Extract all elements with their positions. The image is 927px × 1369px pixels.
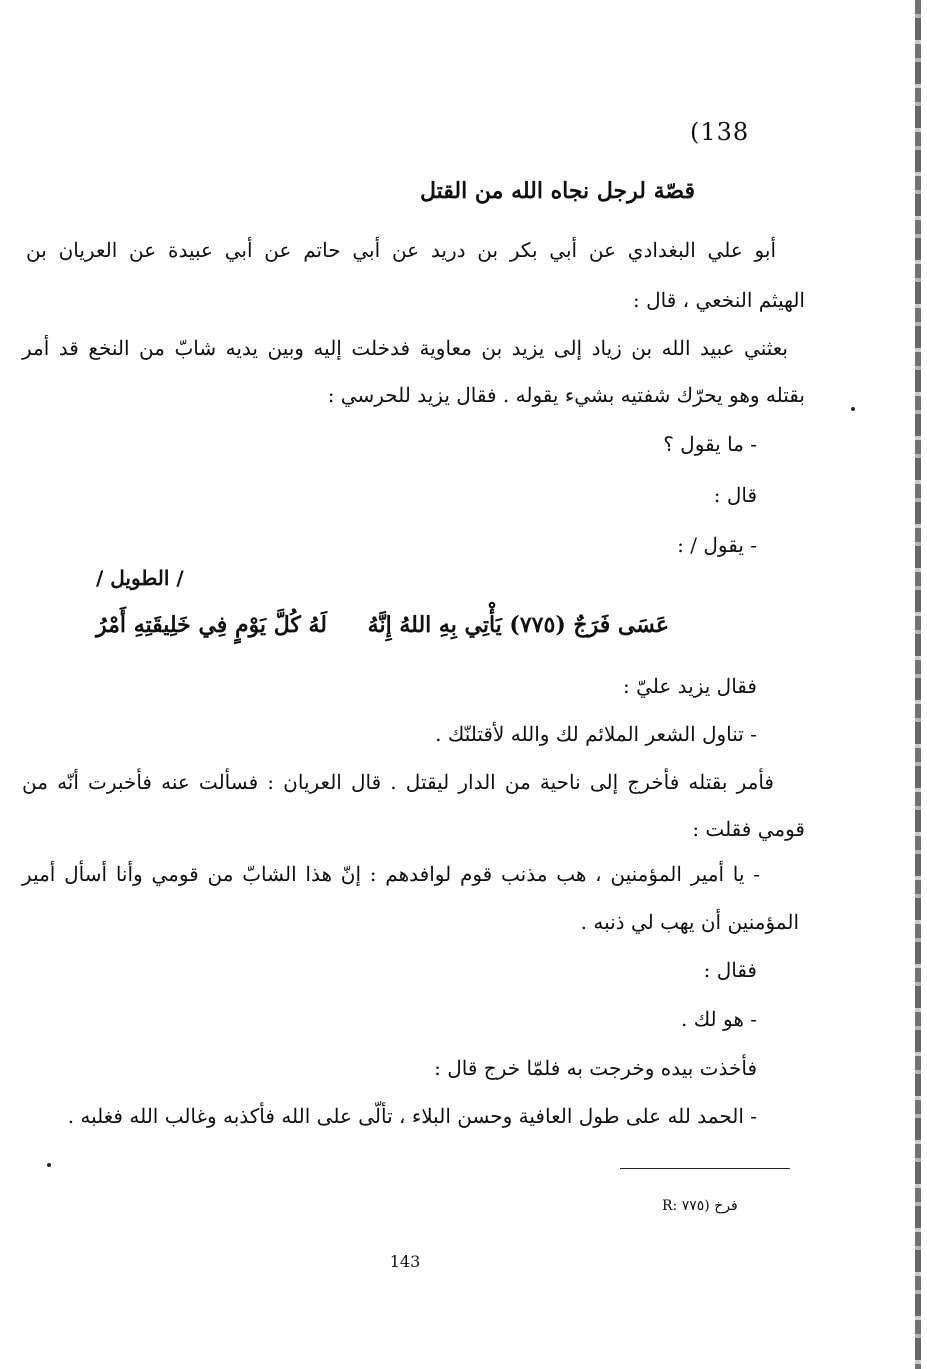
margin-dot	[47, 1163, 51, 1167]
text-line: بقتله وهو يحرّك شفتيه بشيء يقوله . فقال يزيد للحرسي :	[327, 383, 805, 407]
footnote-separator	[620, 1168, 790, 1169]
text-line: - الحمد لله على طول العافية وحسن البلاء ، تألّى على الله فأكذبه وغالب الله فغلبه .	[67, 1104, 757, 1128]
text-line: - يا أمير المؤمنين ، هب مذنب قوم لوافدهم : إنّ هذا الشابّ من قومي وأنا أسأل أمير	[22, 862, 760, 886]
text-line: فقال :	[703, 958, 757, 982]
text-line: قال :	[713, 483, 757, 507]
text-line: المؤمنين أن يهب لي ذنبه .	[580, 910, 799, 934]
scanned-page-edge	[915, 0, 921, 1369]
story-title: قصّة لرجل نجاه الله من القتل	[419, 178, 695, 204]
footnote: R: فرخ (٧٧٥	[662, 1198, 738, 1214]
text-line: - تناول الشعر الملائم لك والله لأقتلنّك .	[435, 722, 757, 746]
margin-dot	[851, 407, 855, 411]
text-line: فأمر بقتله فأخرج إلى ناحية من الدار ليقتل . قال العريان : فسألت عنه فأخبرت أنّه من	[22, 770, 774, 794]
text-line: فأخذت بيده وخرجت به فلمّا خرج قال :	[434, 1056, 757, 1080]
text-line: بعثني عبيد الله بن زياد إلى يزيد بن معاوية فدخلت إليه وبين يديه شابّ من النخع قد أمر	[22, 336, 788, 360]
text-line: أبو علي البغدادي عن أبي بكر بن دريد عن أبي حاتم عن أبي عبيدة عن العريان بن	[26, 238, 776, 262]
verse-second-hemistich: لَهُ كُلَّ يَوْمٍ فِي خَلِيقَتِهِ أَمْرُ	[96, 612, 328, 638]
text-line: قومي فقلت :	[692, 817, 805, 841]
verse-meter: / الطويل /	[96, 566, 184, 590]
text-line: - هو لك .	[680, 1007, 757, 1031]
original-page-number: (138	[690, 118, 750, 146]
verse-first-hemistich: عَسَى فَرَجٌ (٧٧٥) يَأْتِي بِهِ اللهُ إِنَّهُ	[367, 612, 669, 638]
text-line: - ما يقول ؟	[663, 432, 757, 456]
text-line: فقال يزيد عليّ :	[622, 674, 757, 698]
text-line: الهيثم النخعي ، قال :	[633, 288, 805, 312]
page-number: 143	[389, 1252, 421, 1271]
text-line: - يقول / :	[677, 533, 757, 557]
